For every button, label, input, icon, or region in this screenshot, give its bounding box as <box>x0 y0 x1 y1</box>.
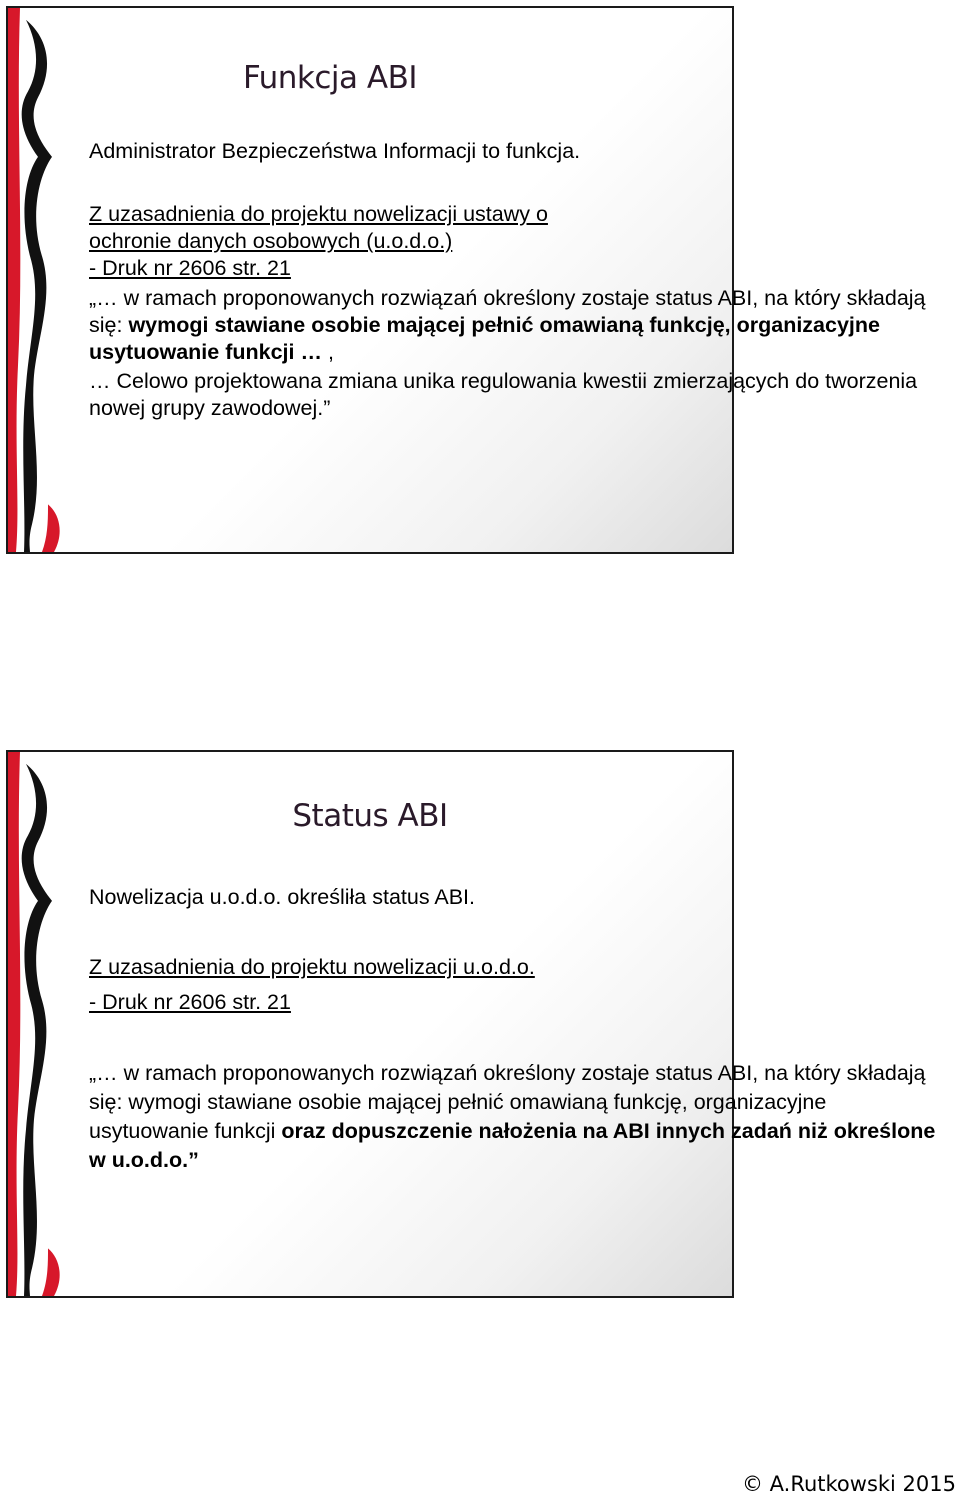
quote-comma: , <box>327 340 334 364</box>
intro-text: Administrator Bezpieczeństwa Informacji to funkcja. <box>89 139 581 163</box>
quote-bold: wymogi stawiane osobie mającej pełnić omawianą funkcję, organizacyjne usytuowanie funkcji … <box>89 313 880 364</box>
slide1-content <box>89 138 940 422</box>
intro-text: Nowelizacja u.o.d.o. określiła status ABI. <box>89 885 475 909</box>
source-line: Z uzasadnienia do projektu nowelizacji ustawy o <box>89 202 548 226</box>
quote-text <box>89 285 940 366</box>
quote-text <box>89 1059 940 1175</box>
quote-bold: oraz dopuszczenie nałożenia na ABI innych zadań niż określone w u.o.d.o.” <box>89 1119 936 1172</box>
quote-plain: „… w ramach proponowanych rozwiązań określony zostaje status ABI, na który składają się: wymogi stawiane osobie mającej pełnić omawianą funkcję, organizacyjne usytuowanie funkcji <box>89 1061 926 1143</box>
copyright-footer: © A.Rutkowski 2015 <box>741 1472 956 1496</box>
quote-plain: „… w ramach proponowanych rozwiązań określony zostaje status ABI, na który składają się: <box>89 286 926 337</box>
source-line: - Druk nr 2606 str. 21 <box>89 256 291 280</box>
slide-title: Status ABI <box>292 798 448 834</box>
quote-tail: … Celowo projektowana zmiana unika regulowania kwestii zmierzających do tworzenia nowej grupy zawodowej.” <box>89 369 918 420</box>
source-line: - Druk nr 2606 str. 21 <box>89 990 291 1014</box>
slide-title: Funkcja ABI <box>242 60 417 96</box>
source-line: Z uzasadnienia do projektu nowelizacji u.o.d.o. <box>89 955 535 979</box>
slide2-content <box>89 884 940 1175</box>
source-line: ochronie danych osobowych (u.o.d.o.) <box>89 229 453 253</box>
